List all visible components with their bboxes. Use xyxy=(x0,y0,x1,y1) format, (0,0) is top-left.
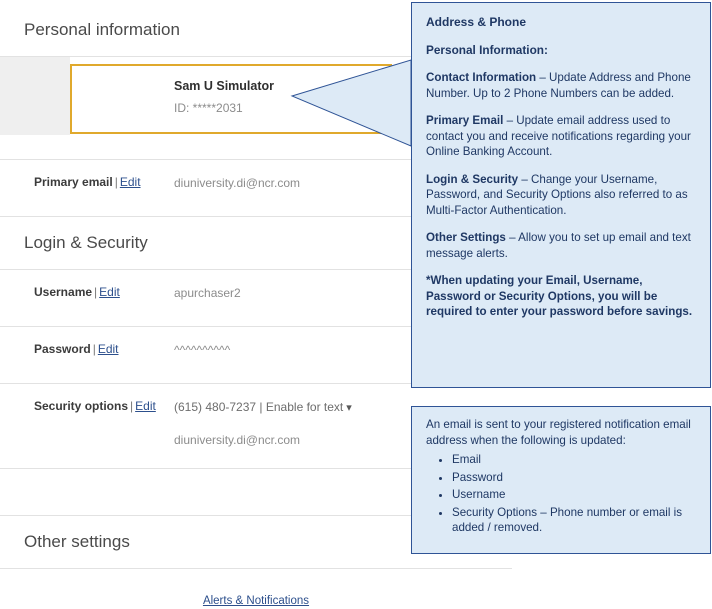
callout-term: Login & Security xyxy=(426,172,519,186)
callout-term: Contact Information xyxy=(426,71,537,84)
account-id: ID: *****2031 xyxy=(174,101,243,115)
edit-password-link[interactable]: Edit xyxy=(97,342,119,356)
primary-email-label xyxy=(34,174,174,190)
edit-security-options-link[interactable]: Edit xyxy=(135,399,156,413)
callout-item-contact-information xyxy=(426,70,697,101)
callout-item-login-security xyxy=(426,172,697,219)
other-settings-heading: Other settings xyxy=(24,532,130,551)
page-title: Personal information xyxy=(24,20,180,39)
password-value: ^^^^^^^^^^ xyxy=(174,343,231,357)
security-email-value: diuniversity.di@ncr.com xyxy=(174,433,300,447)
callout-text: Update email address used to contact you and receive notifications regarding your Online Banking Account. xyxy=(426,114,691,158)
callout-subtitle: Personal Information: xyxy=(426,42,548,57)
list-item: • Username xyxy=(452,487,698,503)
security-phone-number: (615) 480-7237 xyxy=(174,400,257,414)
alerts-notifications-link[interactable]: Alerts & Notifications xyxy=(202,595,310,607)
callout-text: Change your Username, Password, and Security Options also referred to as Multi-Factor Authentication. xyxy=(426,172,688,217)
footer-links xyxy=(0,569,512,609)
label-separator: | xyxy=(94,285,98,299)
callout-secondary-list xyxy=(426,452,698,536)
primary-email-label-text: Primary email xyxy=(34,175,113,189)
callout-item-other-settings xyxy=(426,230,697,261)
login-security-heading: Login & Security xyxy=(24,233,148,252)
callout-dash: – xyxy=(536,71,550,84)
list-item: • Password xyxy=(452,470,698,486)
password-label-text: Password xyxy=(34,342,91,356)
security-options-label-text: Security options xyxy=(34,399,129,413)
username-label-text: Username xyxy=(34,285,93,299)
chevron-down-icon[interactable]: ▾ xyxy=(346,402,352,414)
callout-email-notification xyxy=(411,406,711,554)
callout-address-phone xyxy=(411,2,711,388)
password-label xyxy=(34,341,174,357)
callout-title: Address & Phone xyxy=(426,15,527,29)
list-item: • Security Options – Phone number or email is added / removed. xyxy=(452,505,698,536)
security-phone-line xyxy=(174,398,352,417)
edit-primary-email-link[interactable]: Edit xyxy=(119,175,141,189)
callout-text: Allow you to set up email and text message alerts. xyxy=(426,231,691,260)
username-label xyxy=(34,284,174,300)
callout-item-primary-email xyxy=(426,113,697,160)
callout-dash: – xyxy=(518,172,532,186)
callout-dash: – xyxy=(505,231,519,244)
label-separator: | xyxy=(92,342,96,356)
phone-separator: | xyxy=(259,400,263,414)
callout-secondary-intro: An email is sent to your registered notification email address when the following is updated: xyxy=(426,418,691,447)
callout-term: Primary Email xyxy=(426,114,504,127)
label-separator: | xyxy=(130,399,134,413)
list-item: • Email xyxy=(452,452,698,468)
account-holder-name: Sam U Simulator xyxy=(174,79,275,93)
enable-for-text-option[interactable]: Enable for text xyxy=(265,400,344,414)
label-separator: | xyxy=(114,175,118,189)
primary-email-value: diuniversity.di@ncr.com xyxy=(174,176,300,190)
callout-note: *When updating your Email, Username, Password or Security Options, you will be required to enter your password before savings. xyxy=(426,274,693,318)
callout-text: Update Address and Phone Number. Up to 2 Phone Numbers can be added. xyxy=(426,71,691,100)
callout-dash: – xyxy=(503,114,517,127)
username-value: apurchaser2 xyxy=(174,286,241,300)
edit-username-link[interactable]: Edit xyxy=(99,285,120,299)
security-options-label xyxy=(34,398,174,414)
callout-term: Other Settings xyxy=(426,231,506,244)
